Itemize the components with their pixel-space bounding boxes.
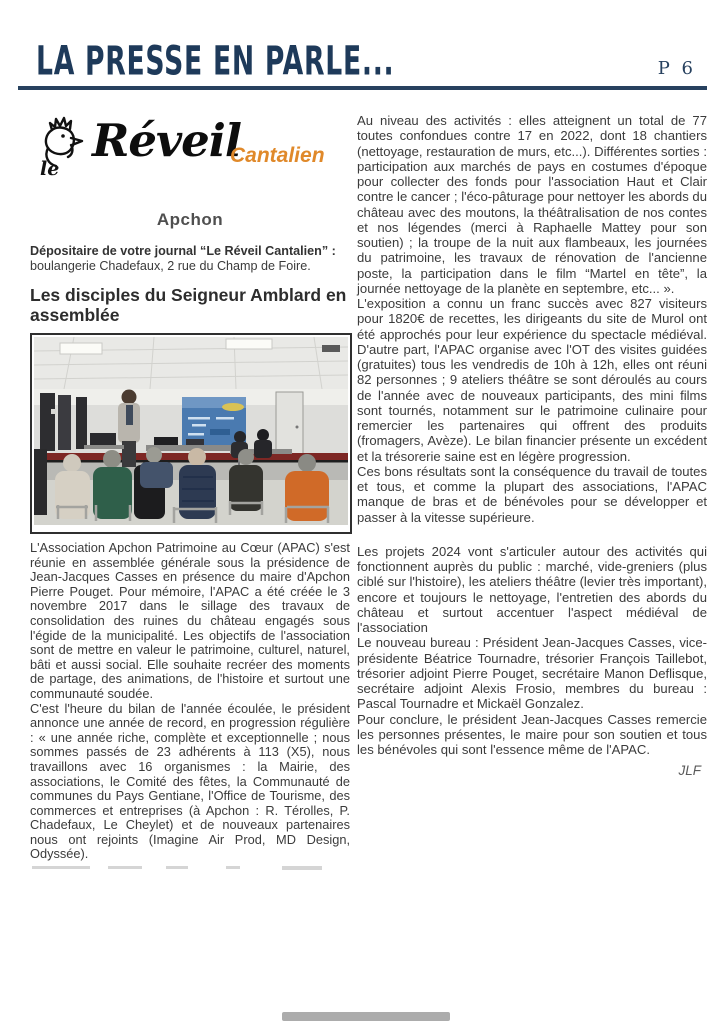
distributor-note-bold: Dépositaire de votre journal “Le Réveil Cantalien” : bbox=[30, 244, 336, 258]
cropped-image-sliver bbox=[282, 1012, 450, 1021]
right-paragraph: Ces bons résultats sont la conséquence du travail de toutes et tous, et comme la plupart des associations, l'APAC manque de bras et de bénévoles pour se développer et passer à la vitesse supérieure. bbox=[357, 463, 707, 525]
article-photo bbox=[30, 333, 352, 534]
logo-le: le bbox=[40, 158, 60, 180]
article-headline: Les disciples du Seigneur Amblard en assemblée bbox=[30, 285, 347, 325]
right-column bbox=[357, 113, 707, 778]
logo-cantalien: Cantalien bbox=[230, 144, 325, 167]
right-paragraph: L'exposition a connu un franc succès avec 827 visiteurs pour 1820€ de recettes, les dirigeants du site de Murol ont été approchés pour leur expérience du spectacle médiéval. D'autre part, l'APAC organise avec l'OT des visites guidées (gratuites) tous les vendredis de 10h à 12h, elles ont réuni 82 personnes ; 9 ateliers théâtre se sont déroulés au cours de l'année avec de nouveaux participants, des mini films sont tournés, notamment sur le patrimoine culinaire pour remercier les partenaires qui offrent des produits (fromagers, Avèze). Le bilan financier présente un excédent et la trésorerie saine est en légère progression. bbox=[357, 296, 707, 464]
article-body-left bbox=[30, 541, 350, 862]
article-town: Apchon bbox=[156, 210, 224, 229]
right-paragraph: Le nouveau bureau : Président Jean-Jacques Casses, vice-présidente Béatrice Tournadre, trésorier François Taillebot, trésorier adjoint Pierre Pouget, secrétaire Manon Deflisque, secrétaire adjoint Alexis Frosio, membres du bureau : Pascal Tournadre et Mickaël Gonzalez. bbox=[357, 635, 707, 712]
left-paragraph: L'Association Apchon Patrimoine au Cœur (APAC) s'est réunie en assemblée générale sous la présidence de Jean-Jacques Casses en présence du maire d'Apchon Pierre Pouget. Pour mémoire, l'APAC a été créée le 3 novembre 2017 dans le sillage des travaux de consolidation des ruines du château engagés sous l'égide de la municipalité. Les objectifs de l'association sont de mettre en valeur le patrimoine, culturel, naturel, bâti et aussi social. Elle souhaite recréer des moments de partage, des animations, de l'histoire et surtout une communauté soudée. bbox=[30, 540, 350, 701]
distributor-note-rest: boulangerie Chadefaux, 2 rue du Champ de Foire. bbox=[30, 259, 311, 273]
journal-logo bbox=[30, 112, 350, 194]
right-paragraph: Pour conclure, le président Jean-Jacques Casses remercie les personnes présentes, le maire pour son soutien et tous les bénévoles qui sont l'essence même de l'APAC. bbox=[357, 711, 707, 757]
page-number: P 6 bbox=[657, 58, 696, 79]
right-paragraph: Les projets 2024 vont s'articuler autour des activités qui fonctionnent auprès du public : marché, vide-greniers (plus ciblé sur l'histoire), les ateliers théâtre (levier très important), encore et toujours le nettoyage, l'entretien des abords du château et surtout accentuer l'aspect médiéval de l'association bbox=[357, 543, 707, 635]
faded-cutoff-line bbox=[30, 866, 350, 871]
distributor-note bbox=[30, 244, 350, 274]
left-paragraph: C'est l'heure du bilan de l'année écoulée, le président annonce une année de record, en progression régulière : « une année riche, complète et exceptionnelle ; nous sommes passés de 23 adhérents à 113 (X5), nous travaillons avec 16 organismes : la Mairie, des associations, le Comité des fêtes, la Communauté de communes du Pays Gentiane, l'Office de Tourisme, des commerces et entreprises (à Apchon : R. Térolles, P. Chadefaux, Le Cheylet) et de nouveaux partenaires nous ont rejoints (Imagine Air Prod, MD Design, Odyssée). bbox=[30, 700, 350, 862]
meeting-room-photo-illustration bbox=[34, 337, 348, 525]
logo-reveil: Réveil bbox=[92, 114, 241, 167]
header-divider bbox=[18, 86, 707, 90]
left-column bbox=[30, 112, 350, 871]
author-signature: JLF bbox=[678, 763, 701, 779]
right-paragraph: Au niveau des activités : elles atteignent un total de 77 toutes confondues contre 17 en 2022, dont 18 chantiers (nettoyage, restauration de murs, etc...). Différentes sorties : participation aux marchés de pays en costumes d'époque pour collecter des fonds pour l'association Haut et Clair contre le cancer ; l'éco-pâturage pour nettoyer les abords du château avec des moutons, la théâtralisation de nos contes et nos légendes (merci à Raphaelle Mattey pour son soutien) ; la troupe de la nuit aux flambeaux, les journées du patrimoine, les travaux de rénovation de l'ancienne poste, la participation dans le film “Martel en tête”, la journée nettoyage de la planète en septembre, etc... ». bbox=[357, 113, 707, 296]
article-body-right bbox=[357, 113, 707, 757]
page-title: LA PRESSE EN PARLE... bbox=[36, 38, 395, 85]
